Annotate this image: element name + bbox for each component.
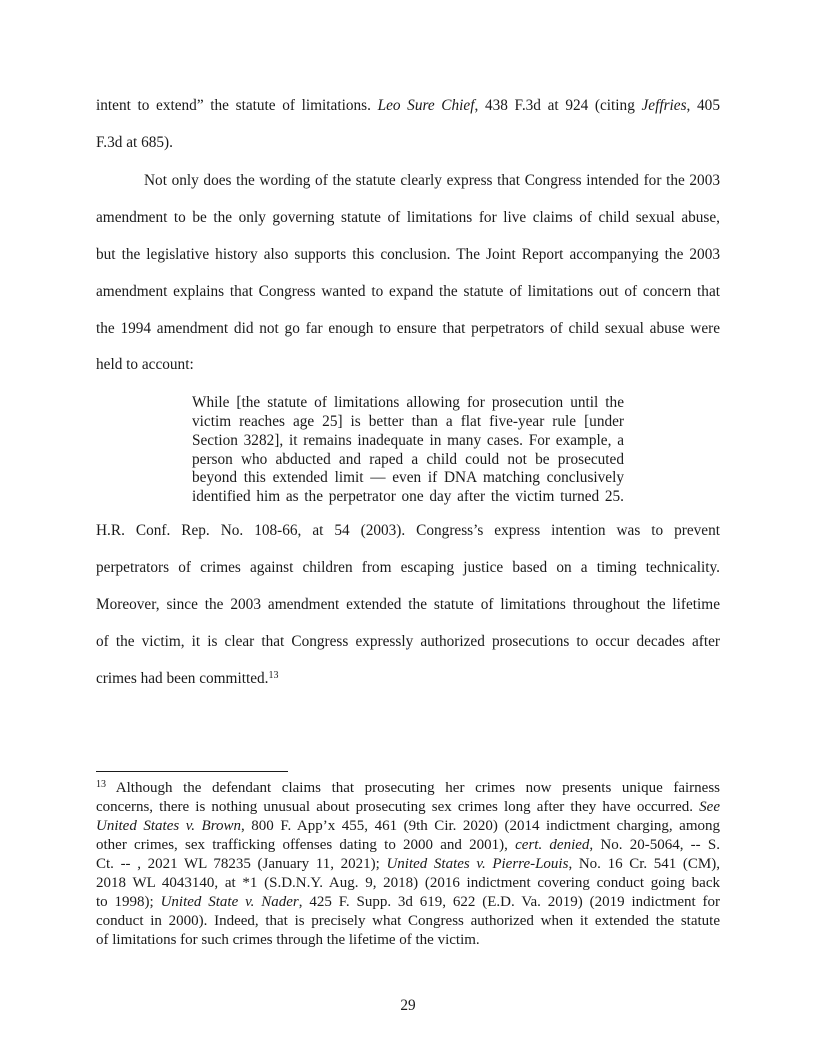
quote-line: Section 3282], it remains inadequate in many cases. For example, a (192, 432, 624, 449)
body-line: held to account: (96, 356, 194, 373)
text-run: Ct. -- , 2021 WL 78235 (January 11, 2021); (96, 856, 387, 872)
body-line (96, 97, 720, 115)
text-run: crimes had been committed. (96, 670, 269, 687)
text-run: , No. 16 Cr. 541 (CM), (568, 856, 721, 872)
body-line: perpetrators of crimes against children from escaping justice based on a timing technicality. (96, 559, 720, 576)
text-run: intent to extend” the statute of limitations. (96, 97, 378, 114)
case-citation: Jeffries (641, 97, 687, 114)
quote-line: beyond this extended limit — even if DNA matching conclusively (192, 469, 624, 486)
footnote-line (96, 893, 720, 912)
footnote-line: 2018 WL 4043140, at *1 (S.D.N.Y. Aug. 9, 2018) (2016 indictment covering conduct going back (96, 875, 720, 891)
body-line: Moreover, since the 2003 amendment extended the statute of limitations throughout the lifetime (96, 596, 720, 613)
footnote-line (96, 779, 720, 798)
case-citation: United State v. Nader (160, 894, 299, 910)
footnote-number: 13 (96, 779, 106, 790)
text-run: , 438 F.3d at 924 (citing (474, 97, 642, 114)
body-line: F.3d at 685). (96, 134, 173, 151)
case-citation: Leo Sure Chief (377, 97, 475, 114)
footnote-line (96, 798, 720, 817)
text-run: , No. 20-5064, -- S. (589, 837, 720, 853)
footnote-line (96, 855, 720, 874)
body-line: Not only does the wording of the statute clearly express that Congress intended for the 2003 (144, 172, 720, 189)
quote-line: While [the statute of limitations allowing for prosecution until the (192, 394, 624, 411)
footnote-line (96, 836, 720, 855)
body-line: but the legislative history also supports this conclusion. The Joint Report accompanying the 2003 (96, 246, 720, 263)
case-citation: United States v. Pierre-Louis (386, 856, 569, 872)
text-run: , 800 F. App’x 455, 461 (9th Cir. 2020) (2014 indictment charging, among (241, 818, 720, 834)
text-run: , 425 F. Supp. 3d 619, 622 (E.D. Va. 2019) (2019 indictment for (298, 894, 720, 910)
text-run: Although the defendant claims that prosecuting her crimes now presents unique fairness (106, 780, 720, 796)
footnote-separator (96, 771, 288, 772)
body-line: amendment to be the only governing statute of limitations for live claims of child sexual abuse, (96, 209, 720, 226)
page-number: 29 (400, 997, 416, 1014)
signal-word: cert. denied (515, 837, 590, 853)
body-line: H.R. Conf. Rep. No. 108-66, at 54 (2003). Congress’s express intention was to prevent (96, 522, 720, 539)
footnote-line: of limitations for such crimes through the lifetime of the victim. (96, 932, 480, 948)
body-line: of the victim, it is clear that Congress expressly authorized prosecutions to occur decades after (96, 633, 720, 650)
body-line (96, 670, 720, 688)
quote-line: victim reaches age 25] is better than a flat five-year rule [under (192, 413, 624, 430)
quote-line: identified him as the perpetrator one day after the victim turned 25. (192, 488, 624, 505)
footnote-line (96, 817, 720, 836)
footnote-line: conduct in 2000). Indeed, that is precisely what Congress authorized when it extended the statute (96, 913, 720, 929)
text-run: , 405 (686, 97, 720, 114)
body-line: amendment explains that Congress wanted to expand the statute of limitations out of concern that (96, 283, 720, 300)
text-run: other crimes, sex trafficking offenses dating to 2000 and 2001), (96, 837, 516, 853)
quote-line: person who abducted and raped a child could not be prosecuted (192, 451, 624, 468)
text-run: concerns, there is nothing unusual about prosecuting sex crimes long after they have occurred. (96, 799, 700, 815)
signal-word: See (699, 799, 720, 815)
text-run: to 1998); (96, 894, 161, 910)
footnote-reference[interactable]: 13 (268, 670, 279, 681)
body-line: the 1994 amendment did not go far enough to ensure that perpetrators of child sexual abuse were (96, 320, 720, 337)
case-citation: United States v. Brown (96, 818, 242, 834)
